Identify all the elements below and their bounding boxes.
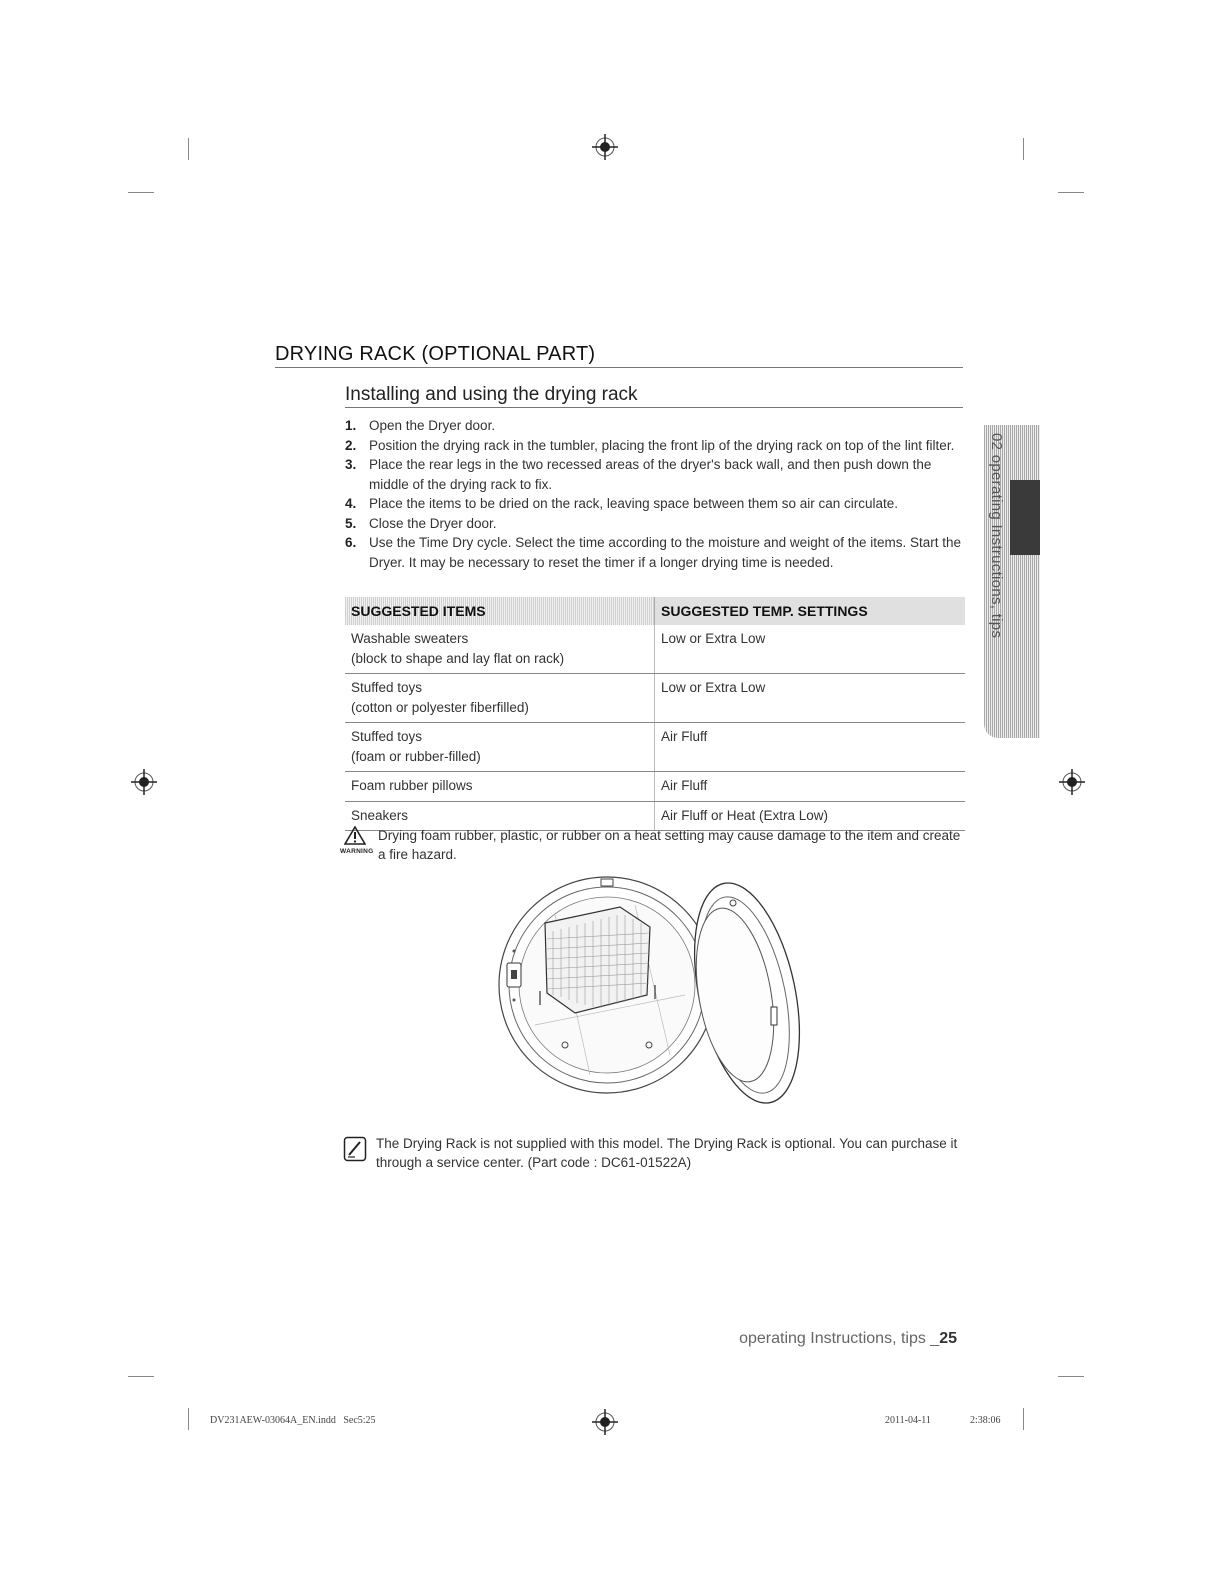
setting-cell: Air Fluff or Heat (Extra Low) <box>655 801 966 831</box>
settings-table <box>345 597 965 831</box>
dryer-drying-rack-illustration <box>495 875 810 1110</box>
item-cell <box>345 674 655 723</box>
warning-block <box>340 826 965 864</box>
crop-mark <box>1023 138 1024 160</box>
setting-cell: Low or Extra Low <box>655 674 966 723</box>
crop-mark <box>128 192 154 193</box>
setting-cell: Low or Extra Low <box>655 625 966 674</box>
crop-mark <box>188 1408 189 1430</box>
crop-mark <box>1058 1376 1084 1377</box>
column-header-settings: SUGGESTED TEMP. SETTINGS <box>655 597 966 625</box>
crop-mark <box>1058 192 1084 193</box>
table-row <box>345 674 965 723</box>
chapter-side-tab <box>984 425 1040 738</box>
section-heading: DRYING RACK (OPTIONAL PART) <box>275 343 963 368</box>
footer-section-title: operating Instructions, tips _ <box>739 1330 940 1347</box>
crop-mark <box>128 1376 154 1377</box>
item-name: Stuffed toys <box>351 729 423 744</box>
step-number: 6. <box>345 535 357 550</box>
setting-cell: Air Fluff <box>655 772 966 802</box>
step-number: 1. <box>345 418 357 433</box>
item-detail: (foam or rubber-filled) <box>351 748 481 764</box>
item-name: Washable sweaters <box>351 631 469 646</box>
step-text: Position the drying rack in the tumbler, placing the front lip of the drying rack on top of the lint filter. <box>369 437 955 453</box>
subsection-heading: Installing and using the drying rack <box>345 384 963 408</box>
step-item <box>345 514 965 534</box>
step-number: 3. <box>345 457 357 472</box>
page-footer <box>600 1330 957 1348</box>
warning-text: Drying foam rubber, plastic, or rubber on a heat setting may cause damage to the item and create a fire hazard. <box>378 828 961 862</box>
item-detail: (block to shape and lay flat on rack) <box>351 650 565 666</box>
step-item <box>345 455 965 494</box>
warning-label: WARNING <box>340 848 374 855</box>
item-name: Sneakers <box>351 807 409 823</box>
item-cell <box>345 625 655 674</box>
table-row <box>345 625 965 674</box>
page-number: 25 <box>939 1330 957 1347</box>
note-pencil-icon <box>343 1136 367 1162</box>
registration-mark-icon <box>591 1408 619 1436</box>
table-row <box>345 772 965 802</box>
slug-time: 2:38:06 <box>970 1415 1001 1426</box>
item-cell <box>345 723 655 772</box>
chapter-tab-label: 02 operating Instructions, tips <box>988 433 1005 639</box>
table-row <box>345 723 965 772</box>
item-detail: (cotton or polyester fiberfilled) <box>351 699 529 715</box>
slug-date: 2011-04-11 <box>885 1415 931 1426</box>
crop-mark <box>188 138 189 160</box>
step-number: 5. <box>345 515 357 531</box>
instruction-steps <box>345 416 965 572</box>
step-item <box>345 436 965 456</box>
registration-mark-icon <box>591 133 619 161</box>
table-header-row <box>345 597 965 625</box>
slug-filename: DV231AEW-03064A_EN.indd Sec5:25 <box>210 1415 376 1426</box>
item-name: Foam rubber pillows <box>351 778 473 793</box>
step-item <box>345 494 965 514</box>
step-item <box>345 416 965 436</box>
step-text: Place the items to be dried on the rack, leaving space between them so air can circulate. <box>369 496 899 511</box>
step-number: 4. <box>345 496 357 511</box>
step-item <box>345 533 965 572</box>
registration-mark-icon <box>130 768 158 796</box>
note-block <box>340 1134 965 1172</box>
setting-cell: Air Fluff <box>655 723 966 772</box>
step-text: Close the Dryer door. <box>369 515 497 531</box>
column-header-items: SUGGESTED ITEMS <box>345 597 655 625</box>
registration-mark-icon <box>1058 768 1086 796</box>
crop-mark <box>1023 1408 1024 1430</box>
item-name: Stuffed toys <box>351 680 423 695</box>
note-text: The Drying Rack is not supplied with this model. The Drying Rack is optional. You can purchase it through a service center. (Part code : DC61-01522A) <box>376 1136 958 1170</box>
step-text: Use the Time Dry cycle. Select the time according to the moisture and weight of the items. Start the Dryer. It may be necessary to reset the timer if a longer drying time is needed. <box>369 535 962 570</box>
step-text: Place the rear legs in the two recessed areas of the dryer's back wall, and then push down the middle of the drying rack to fix. <box>369 457 932 492</box>
step-text: Open the Dryer door. <box>369 418 496 433</box>
chapter-tab-marker <box>1010 480 1040 555</box>
step-number: 2. <box>345 437 357 453</box>
item-cell <box>345 772 655 802</box>
